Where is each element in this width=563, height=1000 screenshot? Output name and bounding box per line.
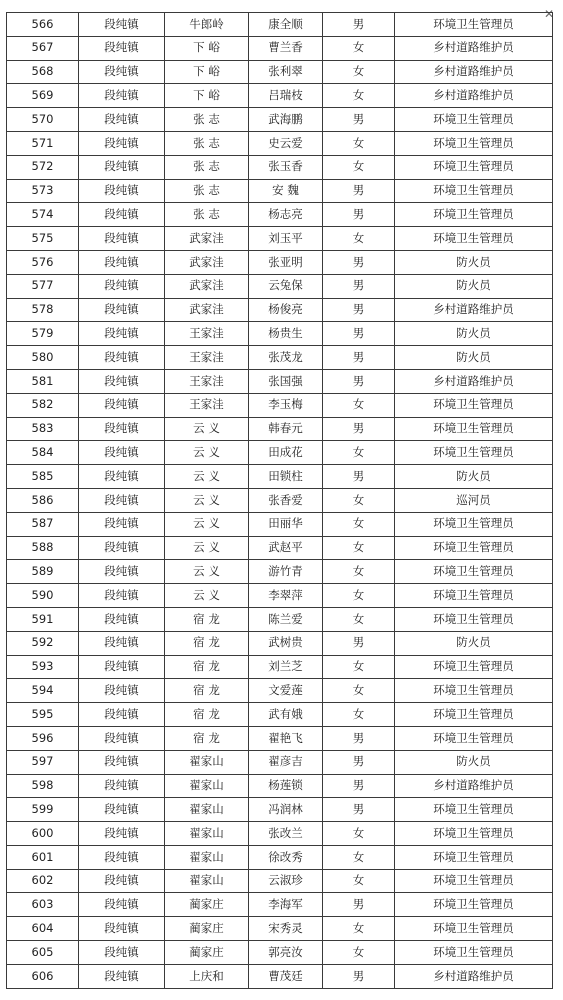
table-row	[7, 250, 553, 274]
village-cell: 云 义	[165, 584, 249, 608]
position-cell: 防火员	[395, 465, 553, 489]
gender-cell: 女	[323, 84, 395, 108]
position-cell: 环境卫生管理员	[395, 655, 553, 679]
row-number-cell: 602	[7, 869, 79, 893]
gender-cell: 男	[323, 298, 395, 322]
row-number-cell: 571	[7, 131, 79, 155]
position-cell: 环境卫生管理员	[395, 679, 553, 703]
table-row	[7, 869, 553, 893]
gender-cell: 女	[323, 917, 395, 941]
row-number-cell: 578	[7, 298, 79, 322]
position-cell: 乡村道路维护员	[395, 298, 553, 322]
row-number-cell: 603	[7, 893, 79, 917]
row-number-cell: 599	[7, 798, 79, 822]
village-cell: 翟家山	[165, 774, 249, 798]
row-number-cell: 600	[7, 822, 79, 846]
village-cell: 张 志	[165, 203, 249, 227]
position-cell: 环境卫生管理员	[395, 13, 553, 37]
row-number-cell: 567	[7, 36, 79, 60]
position-cell: 巡河员	[395, 488, 553, 512]
table-row	[7, 512, 553, 536]
village-cell: 张 志	[165, 155, 249, 179]
gender-cell: 女	[323, 131, 395, 155]
village-cell: 宿 龙	[165, 726, 249, 750]
person-name-cell: 张亚明	[249, 250, 323, 274]
village-cell: 翟家山	[165, 845, 249, 869]
table-row	[7, 607, 553, 631]
person-name-cell: 武树贵	[249, 631, 323, 655]
position-cell: 环境卫生管理员	[395, 869, 553, 893]
person-name-cell: 武有娥	[249, 703, 323, 727]
gender-cell: 男	[323, 322, 395, 346]
town-cell: 段纯镇	[79, 536, 165, 560]
page-bottom-edge	[0, 992, 563, 1000]
person-name-cell: 宋秀灵	[249, 917, 323, 941]
gender-cell: 女	[323, 441, 395, 465]
village-cell: 云 义	[165, 441, 249, 465]
position-cell: 防火员	[395, 346, 553, 370]
town-cell: 段纯镇	[79, 250, 165, 274]
position-cell: 环境卫生管理员	[395, 417, 553, 441]
gender-cell: 男	[323, 964, 395, 988]
position-cell: 乡村道路维护员	[395, 36, 553, 60]
village-cell: 蔺家庄	[165, 893, 249, 917]
table-row	[7, 131, 553, 155]
position-cell: 环境卫生管理员	[395, 726, 553, 750]
row-number-cell: 606	[7, 964, 79, 988]
town-cell: 段纯镇	[79, 679, 165, 703]
row-number-cell: 575	[7, 227, 79, 251]
row-number-cell: 574	[7, 203, 79, 227]
row-number-cell: 589	[7, 560, 79, 584]
person-name-cell: 云淑珍	[249, 869, 323, 893]
position-cell: 环境卫生管理员	[395, 560, 553, 584]
person-name-cell: 杨志亮	[249, 203, 323, 227]
position-cell: 环境卫生管理员	[395, 893, 553, 917]
person-name-cell: 陈兰爱	[249, 607, 323, 631]
gender-cell: 男	[323, 250, 395, 274]
town-cell: 段纯镇	[79, 203, 165, 227]
village-cell: 翟家山	[165, 798, 249, 822]
row-number-cell: 584	[7, 441, 79, 465]
town-cell: 段纯镇	[79, 108, 165, 132]
row-number-cell: 590	[7, 584, 79, 608]
village-cell: 蔺家庄	[165, 941, 249, 965]
gender-cell: 男	[323, 798, 395, 822]
row-number-cell: 587	[7, 512, 79, 536]
position-cell: 乡村道路维护员	[395, 84, 553, 108]
person-name-cell: 张玉香	[249, 155, 323, 179]
town-cell: 段纯镇	[79, 798, 165, 822]
gender-cell: 男	[323, 893, 395, 917]
person-name-cell: 冯润林	[249, 798, 323, 822]
gender-cell: 女	[323, 60, 395, 84]
table-row	[7, 155, 553, 179]
position-cell: 环境卫生管理员	[395, 393, 553, 417]
position-cell: 环境卫生管理员	[395, 441, 553, 465]
person-name-cell: 翟彦吉	[249, 750, 323, 774]
village-cell: 王家洼	[165, 369, 249, 393]
village-cell: 上庆和	[165, 964, 249, 988]
row-number-cell: 592	[7, 631, 79, 655]
village-cell: 宿 龙	[165, 679, 249, 703]
gender-cell: 女	[323, 488, 395, 512]
town-cell: 段纯镇	[79, 750, 165, 774]
table-row	[7, 227, 553, 251]
table-row	[7, 322, 553, 346]
village-cell: 宿 龙	[165, 655, 249, 679]
village-cell: 牛郎岭	[165, 13, 249, 37]
gender-cell: 男	[323, 179, 395, 203]
table-row	[7, 703, 553, 727]
position-cell: 防火员	[395, 274, 553, 298]
position-cell: 环境卫生管理员	[395, 155, 553, 179]
gender-cell: 男	[323, 274, 395, 298]
position-cell: 防火员	[395, 750, 553, 774]
position-cell: 环境卫生管理员	[395, 941, 553, 965]
town-cell: 段纯镇	[79, 607, 165, 631]
row-number-cell: 579	[7, 322, 79, 346]
town-cell: 段纯镇	[79, 13, 165, 37]
town-cell: 段纯镇	[79, 346, 165, 370]
row-number-cell: 569	[7, 84, 79, 108]
position-cell: 环境卫生管理员	[395, 798, 553, 822]
table-row	[7, 941, 553, 965]
gender-cell: 女	[323, 155, 395, 179]
gender-cell: 男	[323, 726, 395, 750]
position-cell: 环境卫生管理员	[395, 584, 553, 608]
table-row	[7, 60, 553, 84]
village-cell: 翟家山	[165, 822, 249, 846]
person-name-cell: 田成花	[249, 441, 323, 465]
position-cell: 乡村道路维护员	[395, 60, 553, 84]
person-name-cell: 张国强	[249, 369, 323, 393]
town-cell: 段纯镇	[79, 179, 165, 203]
person-name-cell: 武赵平	[249, 536, 323, 560]
position-cell: 环境卫生管理员	[395, 512, 553, 536]
village-cell: 云 义	[165, 560, 249, 584]
person-name-cell: 史云爱	[249, 131, 323, 155]
table-row	[7, 346, 553, 370]
town-cell: 段纯镇	[79, 274, 165, 298]
gender-cell: 女	[323, 869, 395, 893]
gender-cell: 女	[323, 607, 395, 631]
village-cell: 下 峪	[165, 36, 249, 60]
table-row	[7, 84, 553, 108]
table-row	[7, 726, 553, 750]
position-cell: 环境卫生管理员	[395, 131, 553, 155]
row-number-cell: 591	[7, 607, 79, 631]
town-cell: 段纯镇	[79, 703, 165, 727]
gender-cell: 女	[323, 941, 395, 965]
row-number-cell: 598	[7, 774, 79, 798]
position-cell: 防火员	[395, 322, 553, 346]
village-cell: 宿 龙	[165, 607, 249, 631]
person-name-cell: 杨俊亮	[249, 298, 323, 322]
town-cell: 段纯镇	[79, 393, 165, 417]
town-cell: 段纯镇	[79, 774, 165, 798]
gender-cell: 女	[323, 560, 395, 584]
position-cell: 乡村道路维护员	[395, 369, 553, 393]
row-number-cell: 586	[7, 488, 79, 512]
person-name-cell: 李翠萍	[249, 584, 323, 608]
person-name-cell: 刘玉平	[249, 227, 323, 251]
table-row	[7, 369, 553, 393]
position-cell: 环境卫生管理员	[395, 845, 553, 869]
table-row	[7, 203, 553, 227]
gender-cell: 男	[323, 631, 395, 655]
row-number-cell: 595	[7, 703, 79, 727]
position-cell: 防火员	[395, 250, 553, 274]
person-name-cell: 李玉梅	[249, 393, 323, 417]
gender-cell: 男	[323, 346, 395, 370]
gender-cell: 女	[323, 36, 395, 60]
person-name-cell: 康全顺	[249, 13, 323, 37]
person-name-cell: 翟艳飞	[249, 726, 323, 750]
person-name-cell: 郭亮汝	[249, 941, 323, 965]
town-cell: 段纯镇	[79, 631, 165, 655]
position-cell: 环境卫生管理员	[395, 227, 553, 251]
row-number-cell: 605	[7, 941, 79, 965]
position-cell: 环境卫生管理员	[395, 917, 553, 941]
table-row	[7, 298, 553, 322]
person-name-cell: 徐改秀	[249, 845, 323, 869]
village-cell: 张 志	[165, 179, 249, 203]
village-cell: 武家洼	[165, 250, 249, 274]
row-number-cell: 577	[7, 274, 79, 298]
village-cell: 翟家山	[165, 869, 249, 893]
gender-cell: 女	[323, 393, 395, 417]
town-cell: 段纯镇	[79, 417, 165, 441]
town-cell: 段纯镇	[79, 441, 165, 465]
row-number-cell: 593	[7, 655, 79, 679]
person-name-cell: 吕瑞枝	[249, 84, 323, 108]
position-cell: 环境卫生管理员	[395, 536, 553, 560]
town-cell: 段纯镇	[79, 298, 165, 322]
person-name-cell: 杨莲锁	[249, 774, 323, 798]
table-row	[7, 417, 553, 441]
gender-cell: 女	[323, 227, 395, 251]
table-row	[7, 179, 553, 203]
person-name-cell: 李海军	[249, 893, 323, 917]
row-number-cell: 568	[7, 60, 79, 84]
row-number-cell: 576	[7, 250, 79, 274]
gender-cell: 男	[323, 369, 395, 393]
town-cell: 段纯镇	[79, 845, 165, 869]
town-cell: 段纯镇	[79, 584, 165, 608]
gender-cell: 男	[323, 13, 395, 37]
person-name-cell: 田丽华	[249, 512, 323, 536]
village-cell: 王家洼	[165, 393, 249, 417]
table-row	[7, 917, 553, 941]
gender-cell: 男	[323, 750, 395, 774]
village-cell: 宿 龙	[165, 703, 249, 727]
table-row	[7, 465, 553, 489]
village-cell: 蔺家庄	[165, 917, 249, 941]
row-number-cell: 604	[7, 917, 79, 941]
position-cell: 乡村道路维护员	[395, 774, 553, 798]
gender-cell: 女	[323, 703, 395, 727]
village-cell: 王家洼	[165, 322, 249, 346]
table-row	[7, 488, 553, 512]
table-row	[7, 274, 553, 298]
town-cell: 段纯镇	[79, 488, 165, 512]
village-cell: 翟家山	[165, 750, 249, 774]
row-number-cell: 585	[7, 465, 79, 489]
person-name-cell: 杨贵生	[249, 322, 323, 346]
table-row	[7, 36, 553, 60]
village-cell: 云 义	[165, 488, 249, 512]
table-row	[7, 584, 553, 608]
village-cell: 武家洼	[165, 227, 249, 251]
table-row	[7, 631, 553, 655]
table-row	[7, 774, 553, 798]
village-cell: 下 峪	[165, 84, 249, 108]
gender-cell: 女	[323, 655, 395, 679]
gender-cell: 男	[323, 465, 395, 489]
person-name-cell: 曹茂廷	[249, 964, 323, 988]
village-cell: 武家洼	[165, 274, 249, 298]
town-cell: 段纯镇	[79, 369, 165, 393]
table-row	[7, 750, 553, 774]
village-cell: 云 义	[165, 465, 249, 489]
town-cell: 段纯镇	[79, 964, 165, 988]
table-row	[7, 13, 553, 37]
position-cell: 环境卫生管理员	[395, 607, 553, 631]
row-number-cell: 588	[7, 536, 79, 560]
village-cell: 云 义	[165, 417, 249, 441]
town-cell: 段纯镇	[79, 60, 165, 84]
gender-cell: 女	[323, 679, 395, 703]
position-cell: 环境卫生管理员	[395, 108, 553, 132]
row-number-cell: 583	[7, 417, 79, 441]
position-cell: 防火员	[395, 631, 553, 655]
gender-cell: 女	[323, 845, 395, 869]
town-cell: 段纯镇	[79, 560, 165, 584]
row-number-cell: 594	[7, 679, 79, 703]
table-row	[7, 679, 553, 703]
row-number-cell: 597	[7, 750, 79, 774]
village-cell: 武家洼	[165, 298, 249, 322]
row-number-cell: 596	[7, 726, 79, 750]
table-row	[7, 964, 553, 988]
town-cell: 段纯镇	[79, 155, 165, 179]
town-cell: 段纯镇	[79, 869, 165, 893]
village-cell: 下 峪	[165, 60, 249, 84]
town-cell: 段纯镇	[79, 655, 165, 679]
position-cell: 环境卫生管理员	[395, 203, 553, 227]
person-name-cell: 刘兰芝	[249, 655, 323, 679]
person-name-cell: 曹兰香	[249, 36, 323, 60]
table-row	[7, 108, 553, 132]
row-number-cell: 582	[7, 393, 79, 417]
personnel-table-body	[7, 13, 553, 989]
town-cell: 段纯镇	[79, 512, 165, 536]
person-name-cell: 韩春元	[249, 417, 323, 441]
town-cell: 段纯镇	[79, 941, 165, 965]
person-name-cell: 张香爱	[249, 488, 323, 512]
table-row	[7, 798, 553, 822]
table-row	[7, 560, 553, 584]
row-number-cell: 573	[7, 179, 79, 203]
person-name-cell: 文爱莲	[249, 679, 323, 703]
village-cell: 王家洼	[165, 346, 249, 370]
town-cell: 段纯镇	[79, 465, 165, 489]
village-cell: 云 义	[165, 512, 249, 536]
row-number-cell: 570	[7, 108, 79, 132]
town-cell: 段纯镇	[79, 84, 165, 108]
village-cell: 宿 龙	[165, 631, 249, 655]
town-cell: 段纯镇	[79, 822, 165, 846]
gender-cell: 男	[323, 774, 395, 798]
row-number-cell: 601	[7, 845, 79, 869]
table-row	[7, 822, 553, 846]
gender-cell: 女	[323, 584, 395, 608]
village-cell: 张 志	[165, 108, 249, 132]
table-row	[7, 893, 553, 917]
gender-cell: 女	[323, 822, 395, 846]
position-cell: 环境卫生管理员	[395, 703, 553, 727]
town-cell: 段纯镇	[79, 227, 165, 251]
position-cell: 乡村道路维护员	[395, 964, 553, 988]
table-row	[7, 393, 553, 417]
position-cell: 环境卫生管理员	[395, 822, 553, 846]
table-row	[7, 536, 553, 560]
person-name-cell: 张利翠	[249, 60, 323, 84]
person-name-cell: 安 魏	[249, 179, 323, 203]
row-number-cell: 580	[7, 346, 79, 370]
table-row	[7, 655, 553, 679]
gender-cell: 男	[323, 108, 395, 132]
town-cell: 段纯镇	[79, 322, 165, 346]
village-cell: 张 志	[165, 131, 249, 155]
person-name-cell: 张改兰	[249, 822, 323, 846]
personnel-table	[6, 12, 553, 989]
gender-cell: 女	[323, 536, 395, 560]
town-cell: 段纯镇	[79, 36, 165, 60]
table-row	[7, 845, 553, 869]
row-number-cell: 581	[7, 369, 79, 393]
town-cell: 段纯镇	[79, 917, 165, 941]
row-number-cell: 572	[7, 155, 79, 179]
town-cell: 段纯镇	[79, 893, 165, 917]
town-cell: 段纯镇	[79, 131, 165, 155]
row-number-cell: 566	[7, 13, 79, 37]
person-name-cell: 游竹青	[249, 560, 323, 584]
town-cell: 段纯镇	[79, 726, 165, 750]
person-name-cell: 田锁柱	[249, 465, 323, 489]
person-name-cell: 张茂龙	[249, 346, 323, 370]
position-cell: 环境卫生管理员	[395, 179, 553, 203]
close-icon[interactable]: ✕	[543, 7, 555, 21]
village-cell: 云 义	[165, 536, 249, 560]
person-name-cell: 云兔保	[249, 274, 323, 298]
gender-cell: 男	[323, 203, 395, 227]
person-name-cell: 武海鹏	[249, 108, 323, 132]
table-row	[7, 441, 553, 465]
gender-cell: 女	[323, 512, 395, 536]
gender-cell: 男	[323, 417, 395, 441]
